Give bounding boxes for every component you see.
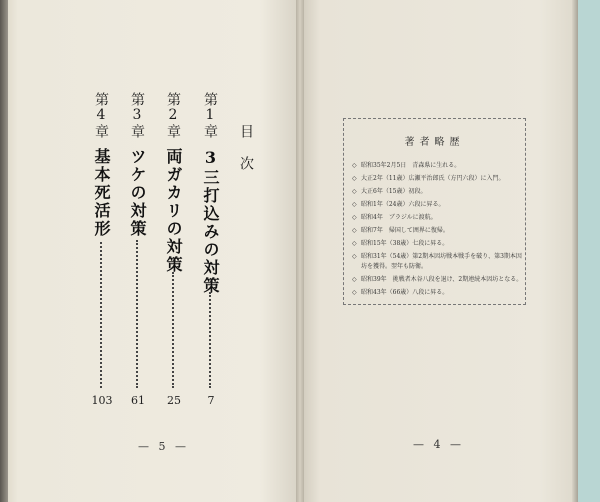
toc-chapter-1	[200, 92, 222, 422]
chapter-number: 第2章	[165, 92, 181, 139]
bio-entry: ◇ 昭和39年 挑戦者木谷八段を退け、2期連続本因坊となる。	[352, 275, 524, 285]
toc-chapter-2	[163, 92, 185, 422]
book-right-edge	[572, 0, 578, 502]
page-number-right: — 4 —	[413, 438, 464, 451]
chapter-page: 61	[131, 394, 145, 407]
chapter-number: 第4章	[93, 92, 109, 139]
leader-dots	[136, 240, 140, 388]
leader-dots	[209, 292, 213, 388]
book-gutter	[296, 0, 304, 502]
page-number-left: — 5 —	[138, 440, 189, 453]
leader-dots	[172, 272, 176, 388]
book-left-edge	[0, 0, 8, 502]
toc-heading: 目次	[238, 124, 254, 188]
chapter-title: ツケの対策	[128, 148, 147, 238]
bio-entry: ◇ 昭和7年 帰国して囲界に復帰。	[352, 226, 524, 236]
bio-entry: ◇ 昭和35年2月5日 青森県に生れる。	[352, 161, 524, 171]
bio-entry: ◇ 昭和43年（66歳）八段に昇る。	[352, 288, 524, 298]
bio-list	[352, 161, 524, 301]
bio-entry: ◇ 大正6年（15歳）初段。	[352, 187, 524, 197]
leader-dots	[100, 242, 104, 388]
bio-entry: ◇ 大正2年（11歳）広瀬平治郎氏（方円六段）に入門。	[352, 174, 524, 184]
chapter-page: 103	[91, 394, 113, 407]
chapter-title: 両ガカリの対策	[164, 148, 183, 274]
chapter-page: 7	[207, 394, 215, 407]
chapter-page: 25	[167, 394, 181, 407]
bio-entry: ◇ 昭和4年 ブラジルに渡航。	[352, 213, 524, 223]
author-bio-box	[343, 118, 526, 305]
bio-entry: ◇ 昭和15年（38歳）七段に昇る。	[352, 239, 524, 249]
toc-chapter-4	[91, 92, 113, 422]
bio-title: 著者略歴	[404, 137, 465, 148]
toc-chapter-3	[127, 92, 149, 422]
chapter-title: 3三打込みの対策	[201, 148, 220, 295]
chapter-number: 第3章	[129, 92, 145, 139]
chapter-number: 第1章	[202, 92, 218, 139]
chapter-title: 基本死活形	[92, 148, 111, 238]
bio-entry: ◇ 昭和1年（24歳）六段に昇る。	[352, 200, 524, 210]
bio-entry: ◇ 昭和31年（54歳）第2期本因坊戦本戦手を破り、第3期本因坊を獲得。翌年も防衛。	[352, 252, 524, 272]
